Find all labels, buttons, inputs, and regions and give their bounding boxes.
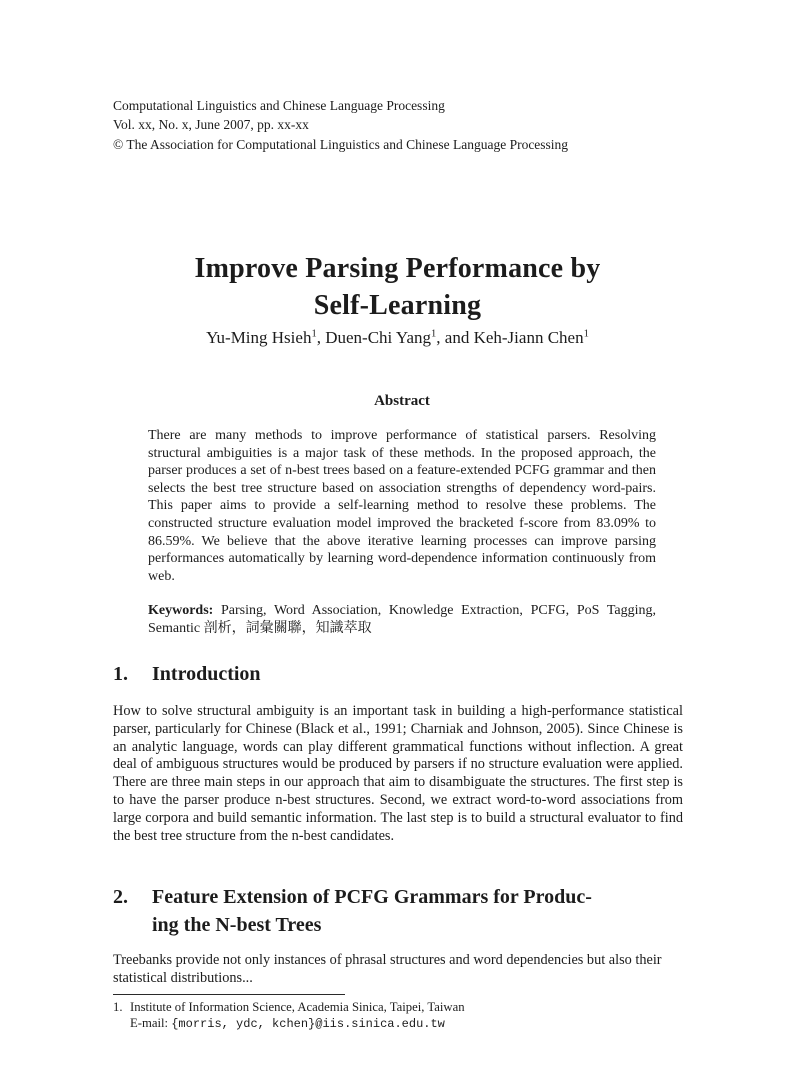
journal-name: Computational Linguistics and Chinese Language Processing [113,98,445,113]
paper-title [113,250,682,324]
author-footnote-mark: 1 [583,328,589,340]
paper-title-line-1: Improve Parsing Performance by [194,253,601,284]
section-1-title: Introduction [152,663,261,685]
keywords-block [148,602,656,637]
section-2-title-line-2: ing the N-best Trees [152,913,322,936]
paper-title-line-2: Self-Learning [313,290,482,321]
footnote-email-label: E-mail: [130,1016,172,1030]
footnote-number: 1. [113,1000,123,1014]
authors-line [113,328,682,348]
footnote-affiliation-row [113,999,673,1015]
section-2-paragraph: Treebanks provide not only instances of phrasal structures and word dependencies but also their statistical distributions... [113,952,662,986]
journal-copyright: © The Association for Computational Linguistics and Chinese Language Processing [113,136,569,152]
author-footnote-mark: 1 [311,328,317,340]
footnote-email-address: {morris, ydc, kchen}@iis.sinica.edu.tw [171,1017,445,1031]
section-1-paragraph: How to solve structural ambiguity is an important task in building a high-performance statistical parser, particularly for Chinese (Black et al., 1991; Charniak and Johnson, 2005). Since Chinese is an analytic language, words can play different grammatical functions without inflection. A great deal of ambiguous structures would be produced by parsers if no structure evaluation were applied. There are three main steps in our approach that aim to disambiguate the structures. The first step is to have the parser produce n-best structures. Second, we extract word-to-word associations from large corpora and build semantic information. The last step is to build a structural evaluator to find the best tree structure from the n-best candidates. [113,703,683,844]
author-name: , Duen-Chi Yang [316,328,432,347]
footnote-affiliation: Institute of Information Science, Academia Sinica, Taipei, Taiwan [130,1000,465,1014]
journal-volume-info: Vol. xx, No. x, June 2007, pp. xx-xx [113,117,309,133]
section-2-heading [113,884,685,939]
footnote-block [113,999,673,1032]
section-2-number: 2. [113,886,128,908]
section-1-number: 1. [113,663,128,685]
section-2-title [152,884,685,939]
journal-header [113,96,685,154]
footnote-rule [113,994,345,995]
section-2-title-line-1: Feature Extension of PCFG Grammars for Produc- [152,886,592,908]
abstract-heading: Abstract [374,393,430,409]
abstract-body: There are many methods to improve performance of statistical parsers. Resolving structural ambiguities is a major task of these methods. In the proposed approach, the parser produces a set of n-best trees based on a feature-extended PCFG grammar and then selects the best tree structure based on association strengths of dependency word-pairs. This paper aims to provide a self-learning method to resolve these problems. The constructed structure evaluation model improved the bracketed f-score from 83.09% to 86.59%. We believe that the above iterative learning processes can improve parsing performances automatically by learning word-dependence information continuously from web. [148,428,656,584]
author-name: Yu-Ming Hsieh [206,328,312,347]
section-1-heading [113,661,685,689]
keywords-label: Keywords: [148,603,214,618]
author-footnote-mark: 1 [431,328,437,340]
author-name: , and Keh-Jiann Chen [436,328,584,347]
keywords-text: Parsing, Word Association, Knowledge Extraction, PCFG, PoS Tagging, Semantic 剖析，詞彙關聯，知識萃取 [148,603,656,636]
footnote-email-line [130,1015,673,1032]
